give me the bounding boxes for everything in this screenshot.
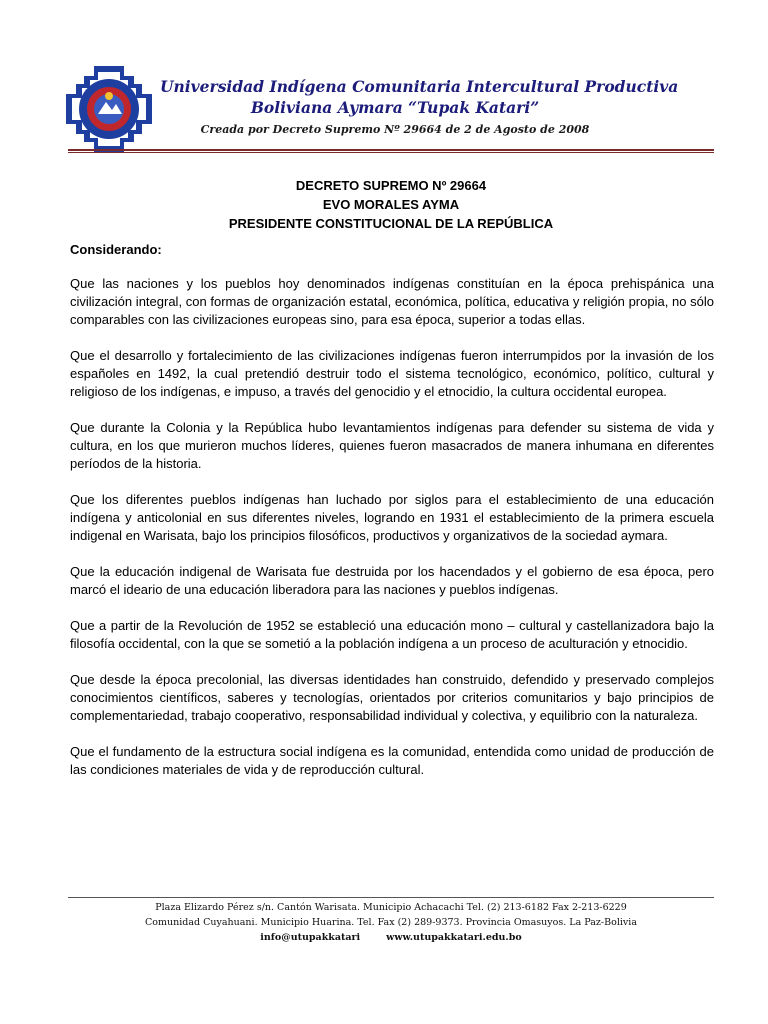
paragraph: Que las naciones y los pueblos hoy denominados indígenas constituían en la época prehispánica una civilización integral, con formas de organización estatal, económica, política, educativa y religión propia, no sólo comparables con las civilizaciones europeas sino, para esa época, superior a todas ellas. <box>70 276 714 327</box>
president-title: PRESIDENTE CONSTITUCIONAL DE LA REPÚBLICA <box>228 216 554 231</box>
footer-website-link[interactable]: www.utupakkatari.edu.bo <box>386 932 522 943</box>
considerando-heading: Considerando: <box>70 242 162 257</box>
footer <box>68 900 714 945</box>
document-title <box>68 176 714 233</box>
header-divider <box>68 149 714 151</box>
paragraph: Que el fundamento de la estructura social indígena es la comunidad, entendida como unidad de producción de las condiciones materiales de vida y de reproducción cultural. <box>70 744 714 777</box>
document-body <box>70 275 714 797</box>
university-seal-icon <box>66 66 152 152</box>
footer-address-warisata: Plaza Elizardo Pérez s/n. Cantón Warisata. Municipio Achacachi Tel. (2) 213-6182 Fax 2-213-6229 <box>155 902 627 913</box>
paragraph: Que desde la época precolonial, las diversas identidades han construido, defendido y preservado complejos conocimientos científicos, saberes y tecnologías, orientados por criterios comunitarios y bajo principios de complementariedad, trabajo cooperativo, responsabilidad individual y colectiva, y equilibrio con la naturaleza. <box>70 672 714 723</box>
university-name-line1: Universidad Indígena Comunitaria Intercultural Productiva <box>160 77 679 96</box>
paragraph: Que durante la Colonia y la República hubo levantamientos indígenas para defender su sistema de vida y cultura, en los que murieron muchos líderes, quienes fueron masacrados de manera inhumana en diferentes períodos de la historia. <box>70 420 714 471</box>
paragraph: Que los diferentes pueblos indígenas han luchado por siglos para el establecimiento de una educación indígena y anticolonial en sus diferentes niveles, logrando en 1931 el establecimiento de la primera escuela indigenal en Warisata, bajo los principios filosóficos, productivos y organizativos de la sociedad aymara. <box>70 492 714 543</box>
university-name-line2: Boliviana Aymara “Tupak Katari” <box>250 98 540 117</box>
president-name: EVO MORALES AYMA <box>322 197 460 212</box>
creation-decree-line: Creada por Decreto Supremo Nº 29664 de 2 de Agosto de 2008 <box>200 123 590 136</box>
footer-contact <box>68 930 714 945</box>
footer-email-link[interactable]: info@utupakkatari <box>260 932 361 943</box>
paragraph: Que el desarrollo y fortalecimiento de las civilizaciones indígenas fueron interrumpidos por la invasión de los españoles en 1492, la cual pretendió destruir todo el sistema tecnológico, económico, político, cultural y religioso de los indígenas, e impuso, a través del genocidio y el etnocidio, la cultura occidental europea. <box>70 348 714 399</box>
paragraph: Que la educación indigenal de Warisata fue destruida por los hacendados y el gobierno de esa época, pero marcó el ideario de una educación liberadora para las naciones y pueblos indígenas. <box>70 564 714 597</box>
footer-divider <box>68 897 714 898</box>
footer-address-cuyahuani: Comunidad Cuyahuani. Municipio Huarina. Tel. Fax (2) 289-9373. Provincia Omasuyos. La Paz-Bolivia <box>144 917 637 928</box>
letterhead <box>160 76 679 136</box>
header-divider-thin <box>68 152 714 153</box>
paragraph: Que a partir de la Revolución de 1952 se estableció una educación mono – cultural y castellanizadora bajo la filosofía occidental, con la que se sometió a la población indígena a un proceso de aculturación y etnocidio. <box>70 618 714 651</box>
decree-number: DECRETO SUPREMO Nº 29664 <box>295 178 487 193</box>
